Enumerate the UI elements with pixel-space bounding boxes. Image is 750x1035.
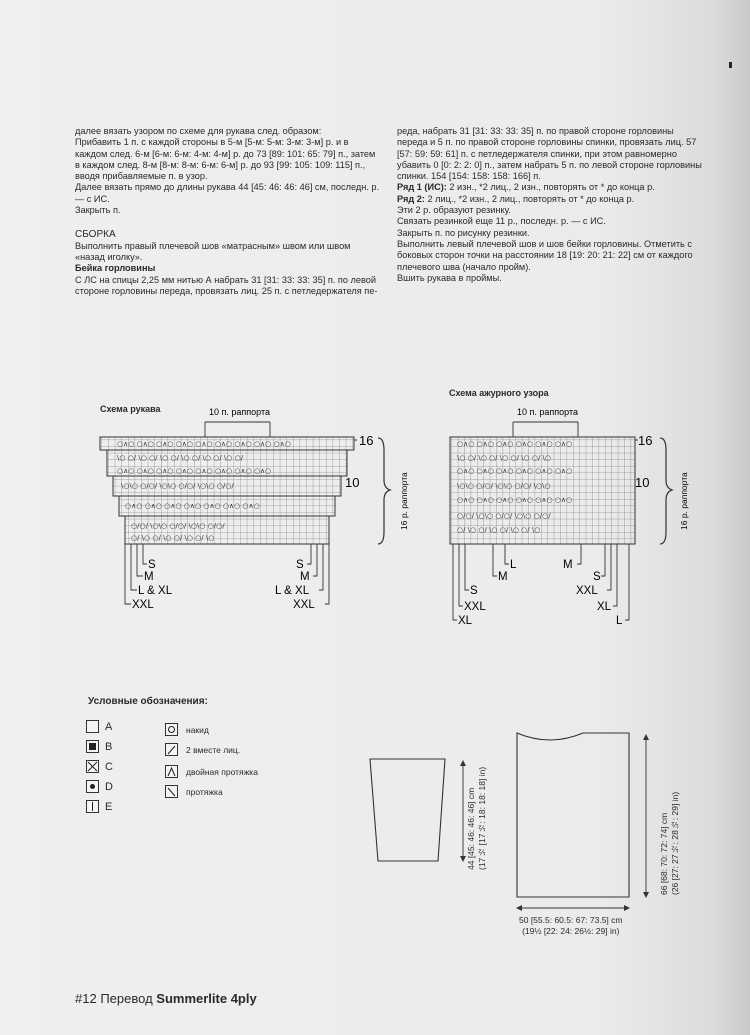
body-length-label: 66 [68: 70: 72: 74] cm (26 [27: 27½: 28½: 29] in)	[659, 791, 680, 895]
size-label: L	[510, 559, 517, 571]
color-swatch-filled	[86, 740, 99, 753]
size-label: XL	[458, 615, 473, 627]
row-2-instruction: Ряд 2: 2 лиц., *2 изн., 2 лиц., повторять от * до конца р.	[397, 193, 635, 204]
lace-chart	[445, 400, 745, 630]
sleeve-chart	[95, 400, 415, 625]
stitch-row: ○∧○ ○∧○ ○∧○ ○∧○ ○∧○ ○∧○	[457, 440, 573, 448]
paragraph: Выполнить левый плечевой шов и шов бейки горловины. Отметить с боковых сторон точки на расстоянии 18 [19: 20: 21: 22] см от каждого плечевого шва (начало пройм).	[397, 238, 693, 272]
legend-double-decrease: двойная протяжка	[165, 765, 258, 778]
stitch-row: ○∧○ ○∧○ ○∧○ ○∧○ ○∧○ ○∧○ ○∧○ ○∧○	[117, 467, 272, 475]
paragraph: Далее вязать прямо до длины рукава 44 [45: 46: 46: 46] см, последн. р. — с ИС.	[75, 182, 380, 204]
double-decrease-icon	[165, 765, 178, 778]
stitch-row: ○∧○ ○∧○ ○∧○ ○∧○ ○∧○ ○∧○ ○∧○	[125, 502, 260, 510]
paragraph: Прибавить 1 п. с каждой стороны в 5-м [5-м: 5-м: 3-м: 3-м] р. и в каждом след. 6-м [6-м: 6-м: 4-м: 4-м] р. до 73 [89: 101: 65: 79] п., затем в каждом след. 8-м [8-м: 8-м: 6-м: 6-м] р. до 93 [99: 105: 109: 115] п., вводя прибавляемые п. в узор.	[75, 137, 376, 182]
stitch-row: ○/ \○ ○/ \○ ○/ \○ ○/ \○	[131, 534, 215, 542]
row-number-16: 16	[359, 433, 374, 448]
size-label: S	[296, 559, 304, 571]
stitch-row: ○/○/ \○\○ ○/○/ \○\○ ○/○/	[457, 512, 551, 520]
legend-color-b: B	[86, 740, 112, 753]
k2tog-icon	[165, 743, 178, 756]
paragraph: Эти 2 р. образуют резинку.	[397, 205, 511, 216]
size-label: S	[593, 571, 601, 583]
paragraph: Закрыть п. по рисунку резинки.	[397, 227, 530, 238]
size-label: XXL	[132, 599, 154, 611]
repeat-label: 10 п. раппорта	[517, 407, 578, 417]
size-label: S	[148, 559, 156, 571]
stitch-row: \○\○ ○/○/ \○\○ ○/○/ \○\○ ○/○/	[121, 482, 234, 490]
row-number-10: 10	[635, 475, 650, 490]
legend-ssk: протяжка	[165, 785, 223, 798]
rows-repeat-label: 16 р. раппорта	[679, 472, 689, 530]
legend-yarn-over: накид	[165, 723, 209, 736]
width-label: 50 [55.5: 60.5: 67: 73.5] cm (19½ [22: 24: 26½: 29] in)	[519, 915, 623, 936]
sleeve-shape	[370, 759, 445, 861]
legend-color-d: D	[86, 780, 113, 793]
legend-title: Условные обозначения:	[88, 696, 208, 707]
stitch-row: \○ ○/ \○ ○/ \○ ○/ \○ ○/ \○ ○/ \○ ○/	[117, 454, 244, 462]
size-label: XL	[597, 601, 612, 613]
legend-color-e: E	[86, 800, 112, 813]
size-label: M	[144, 571, 154, 583]
size-label: M	[300, 571, 310, 583]
stitch-row: ○∧○ ○∧○ ○∧○ ○∧○ ○∧○ ○∧○	[457, 467, 573, 475]
yarn-over-icon	[165, 723, 178, 736]
size-label: S	[470, 585, 478, 597]
paragraph: далее вязать узором по схеме для рукава след. образом:	[75, 126, 322, 136]
paragraph: Закрыть п.	[75, 205, 121, 216]
stitch-row: ○/ \○ ○/ \○ ○/ \○ ○/ \○	[457, 526, 541, 534]
sleeve-chart-title: Схема рукава	[100, 404, 161, 414]
stitch-row: \○\○ ○/○/ \○\○ ○/○/ \○\○	[457, 482, 551, 490]
size-label: XXL	[293, 599, 315, 611]
paragraph: Связать резинкой еще 11 р., последн. р. — с ИС.	[397, 216, 606, 227]
right-text-column	[397, 126, 702, 284]
stitch-row: \○ ○/ \○ ○/ \○ ○/ \○ ○/ \○	[457, 454, 551, 462]
section-heading: СБОРКА	[75, 229, 116, 241]
footer-text: Перевод	[100, 991, 153, 1006]
size-label: M	[563, 559, 573, 571]
body-shape	[517, 733, 629, 897]
ssk-icon	[165, 785, 178, 798]
size-label: XXL	[576, 585, 598, 597]
left-text-column	[75, 126, 382, 297]
lace-chart-title: Схема ажурного узора	[449, 388, 549, 398]
paragraph: С ЛС на спицы 2,25 мм нитью А набрать 31 [31: 33: 33: 35] п. по левой стороне горловины переда, провязать лиц. 25 п. с петледержателя пе-	[75, 274, 378, 296]
paragraph: Вшить рукава в проймы.	[397, 272, 502, 283]
stitch-row: ○∧○ ○∧○ ○∧○ ○∧○ ○∧○ ○∧○ ○∧○ ○∧○ ○∧○	[117, 440, 291, 448]
color-swatch-bar	[86, 800, 99, 813]
color-swatch-cross	[86, 760, 99, 773]
color-swatch-dot	[86, 780, 99, 793]
legend-color-c: C	[86, 760, 113, 773]
size-label: XXL	[464, 601, 486, 613]
color-swatch-empty	[86, 720, 99, 733]
row-number-16: 16	[638, 433, 653, 448]
legend-k2tog: 2 вместе лиц.	[165, 743, 240, 756]
sleeve-length-label: 44 [45: 46: 46: 46] cm (17½ [17½: 18: 18: 18] in)	[466, 766, 487, 870]
stitch-row: ○/○/ \○\○ ○/○/ \○\○ ○/○/	[131, 522, 225, 530]
page-mark	[729, 62, 732, 68]
page-footer	[75, 991, 257, 1006]
stitch-row: ○∧○ ○∧○ ○∧○ ○∧○ ○∧○ ○∧○	[457, 496, 573, 504]
size-label: L & XL	[275, 585, 310, 597]
size-label: L	[616, 615, 623, 627]
size-label: M	[498, 571, 508, 583]
size-label: L & XL	[138, 585, 173, 597]
subheading: Бейка горловины	[75, 263, 156, 274]
page-number: #12	[75, 991, 97, 1006]
repeat-label: 10 п. раппорта	[209, 407, 270, 417]
row-number-10: 10	[345, 475, 360, 490]
pattern-name: Summerlite 4ply	[156, 991, 257, 1006]
paragraph: реда, набрать 31 [31: 33: 33: 35] п. по правой стороне горловины переда и 5 п. по правой стороне горловины спинки, провязать лиц. 57 [57: 59: 59: 61] п. с петледержателя спинки, при этом равномерно убавить 0 [0: 2: 2: 0] п., затем набрать 5 п. по левой стороне горловины спинки. 154 [154: 158: 158: 166] п.	[397, 126, 702, 182]
row-1-instruction: Ряд 1 (ИС): 2 изн., *2 лиц., 2 изн., повторять от * до конца р.	[397, 182, 655, 193]
paragraph: Выполнить правый плечевой шов «матрасным» швом или швом «назад иголку».	[75, 240, 351, 262]
legend-color-a: A	[86, 720, 112, 733]
rows-repeat-label: 16 р. раппорта	[399, 472, 409, 530]
